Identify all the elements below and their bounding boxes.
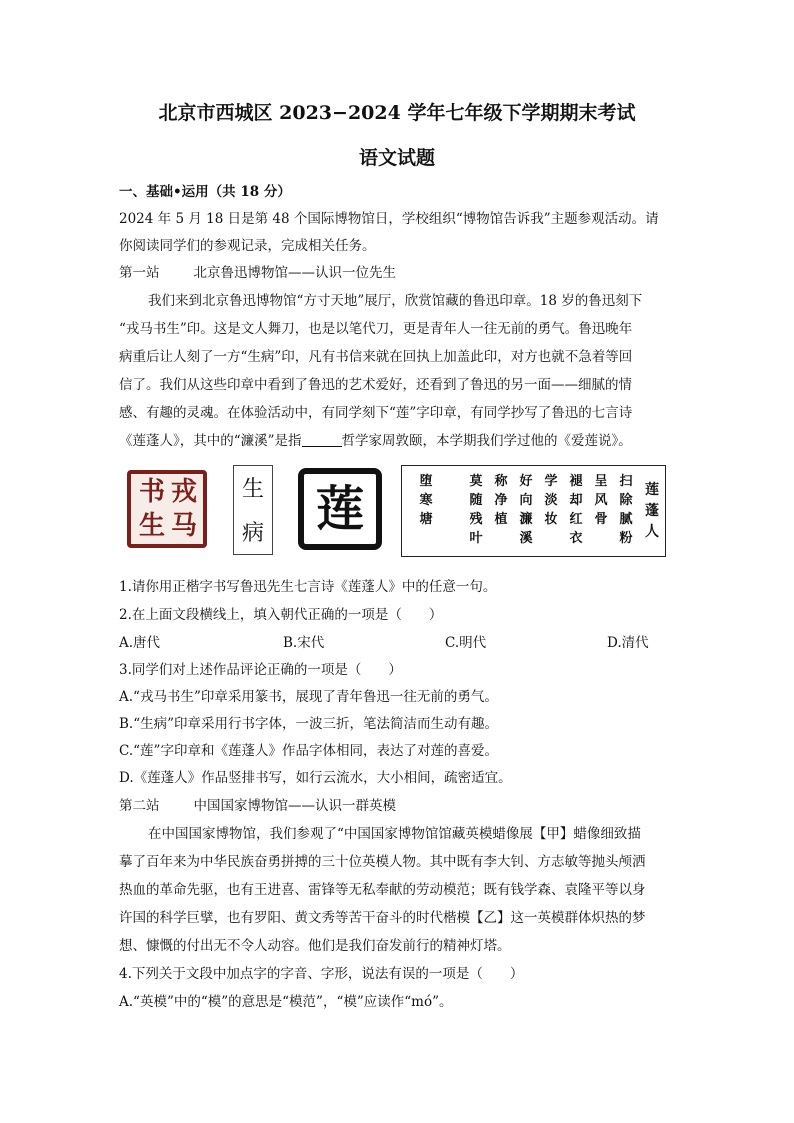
- seal-char: 病: [241, 521, 264, 546]
- paragraph-1-line: 信了。我们从这些印章中看到了鲁迅的艺术爱好，还看到了鲁迅的另一面——细腻的情: [119, 377, 632, 393]
- paragraph-1-text-a: 《莲蓬人》，其中的“濂溪”是指: [119, 433, 302, 449]
- station-1-heading: [119, 261, 679, 281]
- answer-blank[interactable]: [302, 432, 342, 447]
- paragraph-1-line: 病重后让人刻了一方“生病”印，凡有书信来就在回执上加盖此印，对方也就不急着等回: [119, 349, 633, 365]
- poem-calligraphy: [401, 465, 666, 557]
- q3-option-c[interactable]: C.“莲”字印章和《莲蓬人》作品字体相同，表达了对莲的喜爱。: [119, 743, 498, 759]
- seal-rongma-shusheng: [127, 470, 207, 548]
- station-1-title: 北京鲁迅博物馆——认识一位先生: [193, 265, 396, 281]
- question-2: 2.在上面文段横线上，填入朝代正确的一项是（ ）: [119, 607, 443, 623]
- station-1-label: 第一站: [119, 265, 160, 281]
- poem-column: 堕 寒 塘: [419, 474, 433, 527]
- section-heading: 一、基础•运用（共 18 分）: [119, 184, 291, 200]
- paragraph-1-line: 我们来到北京鲁迅博物馆“方寸天地”展厅，欣赏馆藏的鲁迅印章。18 岁的鲁迅刻下: [148, 293, 643, 309]
- question-4: 4.下列关于文段中加点字的字音、字形，说法有误的一项是（ ）: [119, 966, 524, 982]
- q4-option-a[interactable]: A.“英模”中的“模”的意思是“模范”，“模”应读作“mó”。: [119, 994, 453, 1010]
- station-2-title: 中国国家博物馆——认识一群英模: [193, 798, 396, 814]
- paragraph-2-line: 在中国国家博物馆，我们参观了“中国国家博物馆馆藏英模蜡像展【甲】蜡像细致描: [148, 826, 641, 842]
- poem-column: 褪 却 红 衣: [569, 474, 583, 546]
- seal-char: 戎: [171, 477, 198, 507]
- poem-column: 呈 风 骨: [594, 474, 608, 527]
- seal-lian: [298, 468, 382, 550]
- poem-column: 好 向 濂 溪: [519, 474, 533, 546]
- q3-option-d[interactable]: D.《莲蓬人》作品竖排书写，如行云流水，大小相间，疏密适宜。: [119, 770, 512, 786]
- poem-column: 称 净 植: [494, 474, 508, 527]
- intro-line-1: 2024 年 5 月 18 日是第 48 个国际博物馆日，学校组织“博物馆告诉我”主题参观活动。请: [119, 211, 659, 227]
- intro-line-2: 你阅读同学们的参观记录，完成相关任务。: [119, 238, 376, 254]
- paragraph-1-line: “戎马书生”印。这是文人舞刀，也是以笔代刀，更是青年人一往无前的勇气。鲁迅晚年: [119, 321, 633, 337]
- q2-option-b[interactable]: B.宋代: [283, 635, 325, 651]
- seal-figures: [0, 460, 794, 560]
- seal-shengbing: [233, 465, 273, 555]
- paragraph-1-last-line: [119, 429, 679, 449]
- paragraph-1-text-b: 哲学家周敦颐，本学期我们学过他的《爱莲说》。: [341, 433, 632, 449]
- question-3: 3.同学们对上述作品评论正确的一项是（ ）: [119, 662, 402, 678]
- station-2-label: 第二站: [119, 798, 160, 814]
- paragraph-2-line: 想、慷慨的付出无不令人动容。他们是我们奋发前行的精神灯塔。: [119, 938, 511, 954]
- poem-title: 莲 蓬 人: [645, 482, 659, 540]
- q3-option-b[interactable]: B.“生病”印章采用行书字体，一波三折，笔法简洁而生动有趣。: [119, 716, 499, 732]
- page-title: 北京市西城区 2023−2024 学年七年级下学期期末考试: [158, 102, 636, 124]
- seal-char: 马: [171, 511, 198, 541]
- poem-column: 莫 随 残 叶: [469, 474, 483, 546]
- q2-option-a[interactable]: A.唐代: [119, 635, 161, 651]
- poem-column: 扫 除 腻 粉: [619, 474, 633, 546]
- paragraph-2-line: 热血的革命先驱，也有王进喜、雷锋等无私奉献的劳动模范；既有钱学森、袁隆平等以身: [119, 882, 646, 898]
- seal-char: 生: [139, 511, 166, 541]
- q2-option-d[interactable]: D.清代: [607, 635, 649, 651]
- seal-char: 书: [139, 477, 166, 507]
- q3-option-a[interactable]: A.“戎马书生”印章采用篆书，展现了青年鲁迅一往无前的勇气。: [119, 689, 498, 705]
- paragraph-2-line: 许国的科学巨擘，也有罗阳、黄文秀等苦干奋斗的时代楷模【乙】这一英模群体炽热的梦: [119, 910, 646, 926]
- paragraph-2-line: 摹了百年来为中华民族奋勇拼搏的三十位英模人物。其中既有李大钊、方志敏等抛头颅洒: [119, 854, 646, 870]
- seal-char: 莲: [315, 481, 364, 537]
- station-2-heading: [119, 794, 679, 814]
- page-subtitle: 语文试题: [358, 147, 435, 169]
- seal-char: 生: [241, 477, 264, 502]
- poem-column: 学 淡 妆: [544, 474, 558, 527]
- paragraph-1-line: 感、有趣的灵魂。在体验活动中，有同学刻下“莲”字印章，有同学抄写了鲁迅的七言诗: [119, 405, 633, 421]
- q2-option-c[interactable]: C.明代: [445, 635, 487, 651]
- question-1: 1.请你用正楷字书写鲁迅先生七言诗《莲蓬人》中的任意一句。: [119, 579, 497, 595]
